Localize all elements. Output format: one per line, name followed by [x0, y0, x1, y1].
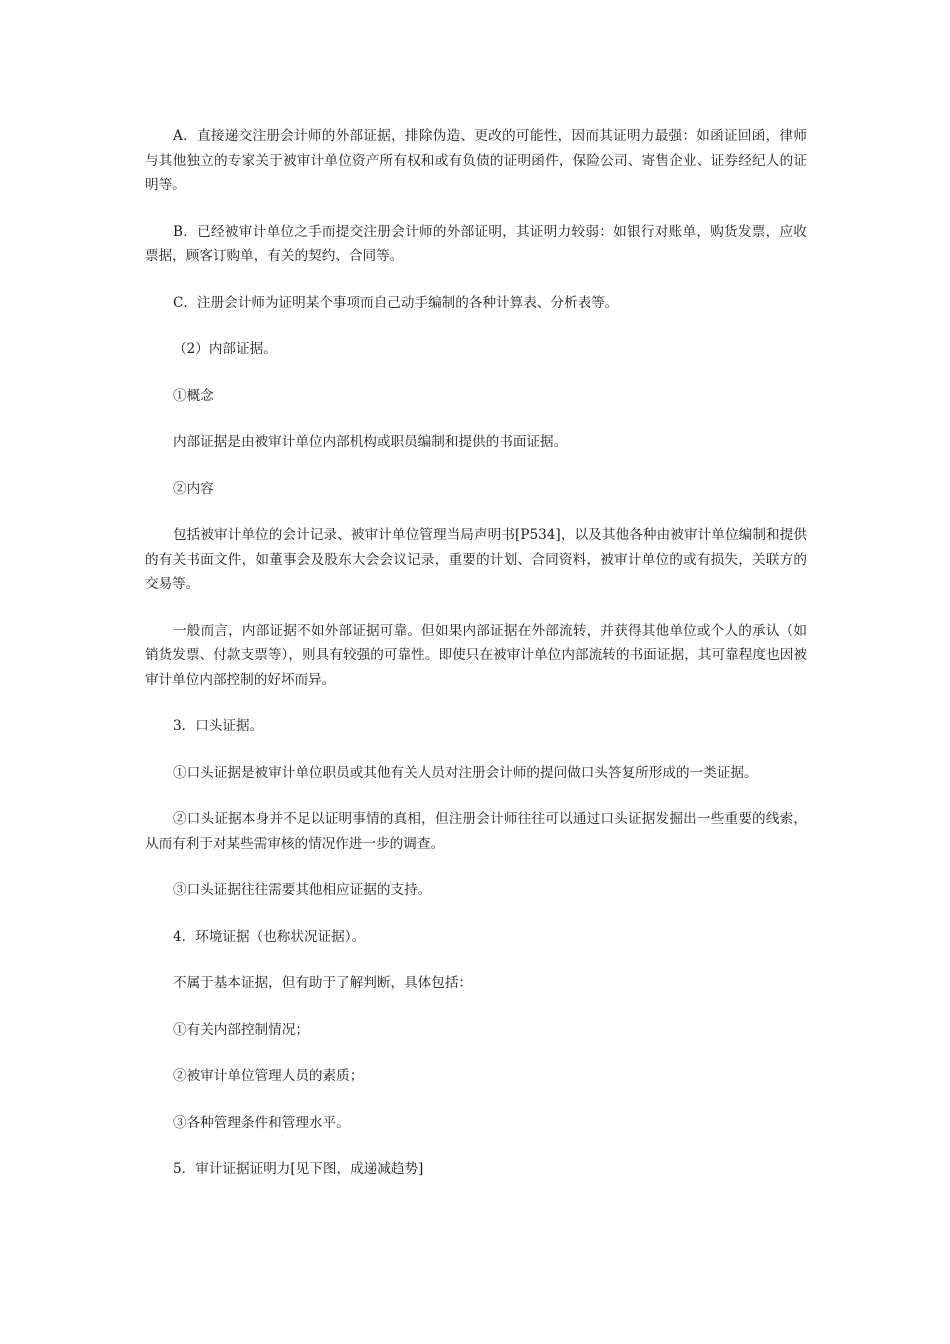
heading-oral-evidence: 3．口头证据。 — [173, 718, 264, 734]
paragraph-oral-3: ③口头证据往往需要其他相应证据的支持。 — [173, 882, 432, 898]
paragraph-external-evidence-b: B．已经被审计单位之手而提交注册会计师的外部证明，其证明力较弱：如银行对账单，购货发票，应收票据，顾客订购单，有关的契约、合同等。 — [145, 223, 807, 264]
list-item-internal-control: ①有关内部控制情况； — [173, 1021, 309, 1038]
heading-internal-evidence: （2）内部证据。 — [173, 341, 277, 357]
paragraph-oral-1: ①口头证据是被审计单位职员或其他有关人员对注册会计师的提问做口头答复所形成的一类证据。 — [173, 764, 758, 781]
heading-evidence-strength: 5．审计证据证明力[见下图，成递减趋势] — [173, 1161, 424, 1177]
document-body — [145, 124, 807, 1204]
paragraph-external-evidence-a: A．直接递交注册会计师的外部证据，排除伪造、更改的可能性，因而其证明力最强：如函证回函，律师与其他独立的专家关于被审计单位资产所有权和或有负债的证明函件，保险公司、寄售企业、证券经纪人的证明等。 — [145, 128, 807, 193]
paragraph-internal-content: 包括被审计单位的会计记录、被审计单位管理当局声明书[P534]，以及其他各种由被审计单位编制和提供的有关书面文件，如董事会及股东大会会议记录，重要的计划、合同资料，被审计单位的或有损失，关联方的交易等。 — [145, 527, 807, 592]
subheading-content: ②内容 — [173, 480, 214, 497]
list-item-management-quality: ②被审计单位管理人员的素质； — [173, 1068, 364, 1084]
paragraph-internal-reliability: 一般而言，内部证据不如外部证据可靠。但如果内部证据在外部流转，并获得其他单位或个人的承认（如销货发票、付款支票等），则具有较强的可靠性。即使只在被审计单位内部流转的书面证据，其可靠程度也因被审计单位内部控制的好坏而异。 — [145, 622, 807, 688]
paragraph-environmental-intro: 不属于基本证据，但有助于了解判断，具体包括： — [173, 975, 473, 991]
subheading-concept: ①概念 — [173, 387, 214, 404]
paragraph-self-prepared-c: C．注册会计师为证明某个事项而自己动手编制的各种计算表、分析表等。 — [173, 294, 619, 311]
paragraph-oral-2: ②口头证据本身并不足以证明事情的真相，但注册会计师往往可以通过口头证据发掘出一些重要的线索，从而有利于对某些需审核的情况作进一步的调查。 — [145, 811, 807, 852]
paragraph-internal-definition: 内部证据是由被审计单位内部机构或职员编制和提供的书面证据。 — [173, 434, 568, 450]
list-item-management-conditions: ③各种管理条件和管理水平。 — [173, 1114, 350, 1131]
heading-environmental-evidence: 4．环境证据（也称状况证据）。 — [173, 928, 366, 945]
